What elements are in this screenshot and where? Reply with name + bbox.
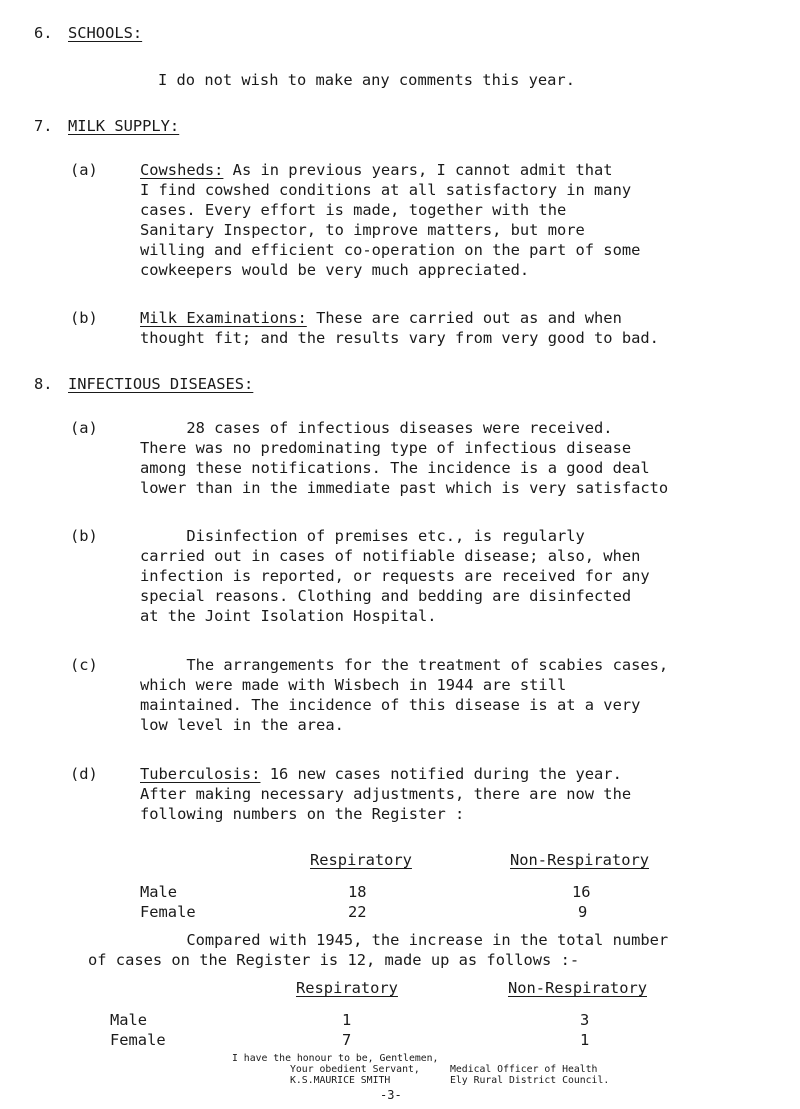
section-7a-first-line bbox=[140, 160, 613, 180]
section-7b-title: Milk Examinations: bbox=[140, 309, 307, 327]
table1-row-female-label: Female bbox=[140, 903, 196, 921]
section-6-text: I do not wish to make any comments this year. bbox=[158, 71, 575, 89]
table1-row-male-non-respiratory: 16 bbox=[572, 883, 591, 901]
section-8d-first-line bbox=[140, 764, 622, 784]
section-8a-label: (a) bbox=[70, 419, 98, 437]
closing-line-5: Ely Rural District Council. bbox=[450, 1075, 610, 1086]
section-8b-label: (b) bbox=[70, 527, 98, 545]
section-7b-line-2: thought fit; and the results vary from very good to bad. bbox=[140, 329, 659, 347]
section-7a-line-6: cowkeepers would be very much appreciated. bbox=[140, 261, 530, 279]
section-8d-line-3: following numbers on the Register : bbox=[140, 805, 465, 823]
section-6-heading: SCHOOLS: bbox=[68, 24, 143, 42]
section-7a-title: Cowsheds: bbox=[140, 161, 224, 179]
section-8d-title: Tuberculosis: bbox=[140, 765, 261, 783]
section-8a-line-1: 28 cases of infectious diseases were received. bbox=[140, 419, 613, 437]
section-7-heading: MILK SUPPLY: bbox=[68, 117, 180, 135]
section-8b-line-1: Disinfection of premises etc., is regularly bbox=[140, 527, 585, 545]
closing-line-1: I have the honour to be, Gentlemen, bbox=[232, 1053, 439, 1064]
section-8c-label: (c) bbox=[70, 656, 98, 674]
section-7a-label: (a) bbox=[70, 161, 98, 179]
table2-header-respiratory: Respiratory bbox=[296, 979, 398, 997]
compare-line-2: of cases on the Register is 12, made up as follows :- bbox=[88, 951, 580, 969]
section-8d-line-1: 16 new cases notified during the year. bbox=[260, 765, 622, 783]
table2-row-female-respiratory: 7 bbox=[342, 1031, 352, 1049]
page-number: -3- bbox=[380, 1088, 402, 1102]
section-7b-label: (b) bbox=[70, 309, 98, 327]
section-7a-line-5: willing and efficient co-operation on the part of some bbox=[140, 241, 641, 259]
closing-signature-name: K.S.MAURICE SMITH bbox=[290, 1075, 391, 1086]
section-8c-line-4: low level in the area. bbox=[140, 716, 344, 734]
section-8c-line-3: maintained. The incidence of this disease is at a very bbox=[140, 696, 641, 714]
table2-row-female-label: Female bbox=[110, 1031, 166, 1049]
section-8-number: 8. bbox=[34, 375, 53, 393]
section-8a-line-2: There was no predominating type of infectious disease bbox=[140, 439, 632, 457]
section-7a-line-3: cases. Every effort is made, together with the bbox=[140, 201, 567, 219]
section-7a-line-1: As in previous years, I cannot admit that bbox=[223, 161, 613, 179]
section-8b-line-4: special reasons. Clothing and bedding are disinfected bbox=[140, 587, 632, 605]
section-7b-line-1: These are carried out as and when bbox=[306, 309, 622, 327]
section-8a-line-4: lower than in the immediate past which is very satisfacto bbox=[140, 479, 669, 497]
section-7b-first-line bbox=[140, 308, 622, 328]
section-6-number: 6. bbox=[34, 24, 53, 42]
section-8d-label: (d) bbox=[70, 765, 98, 783]
table1-row-female-non-respiratory: 9 bbox=[578, 903, 588, 921]
compare-line-1: Compared with 1945, the increase in the total number bbox=[140, 931, 669, 949]
section-7a-line-2: I find cowshed conditions at all satisfactory in many bbox=[140, 181, 632, 199]
section-8b-line-5: at the Joint Isolation Hospital. bbox=[140, 607, 437, 625]
section-7a-line-4: Sanitary Inspector, to improve matters, but more bbox=[140, 221, 585, 239]
section-8c-line-2: which were made with Wisbech in 1944 are still bbox=[140, 676, 567, 694]
section-8a-line-3: among these notifications. The incidence is a good deal bbox=[140, 459, 650, 477]
table2-header-non-respiratory: Non-Respiratory bbox=[508, 979, 647, 997]
closing-line-2: Your obedient Servant, bbox=[290, 1064, 420, 1075]
table1-row-female-respiratory: 22 bbox=[348, 903, 367, 921]
table1-header-respiratory: Respiratory bbox=[310, 851, 412, 869]
table1-row-male-respiratory: 18 bbox=[348, 883, 367, 901]
table2-row-male-non-respiratory: 3 bbox=[580, 1011, 590, 1029]
table2-row-male-label: Male bbox=[110, 1011, 148, 1029]
section-8d-line-2: After making necessary adjustments, there are now the bbox=[140, 785, 632, 803]
section-7-number: 7. bbox=[34, 117, 53, 135]
closing-line-4: Medical Officer of Health bbox=[450, 1064, 598, 1075]
table1-header-non-respiratory: Non-Respiratory bbox=[510, 851, 649, 869]
section-8b-line-3: infection is reported, or requests are received for any bbox=[140, 567, 650, 585]
table2-row-male-respiratory: 1 bbox=[342, 1011, 352, 1029]
table2-row-female-non-respiratory: 1 bbox=[580, 1031, 590, 1049]
table1-row-male-label: Male bbox=[140, 883, 178, 901]
section-8c-line-1: The arrangements for the treatment of scabies cases, bbox=[140, 656, 669, 674]
section-8-heading: INFECTIOUS DISEASES: bbox=[68, 375, 254, 393]
section-8b-line-2: carried out in cases of notifiable disease; also, when bbox=[140, 547, 641, 565]
